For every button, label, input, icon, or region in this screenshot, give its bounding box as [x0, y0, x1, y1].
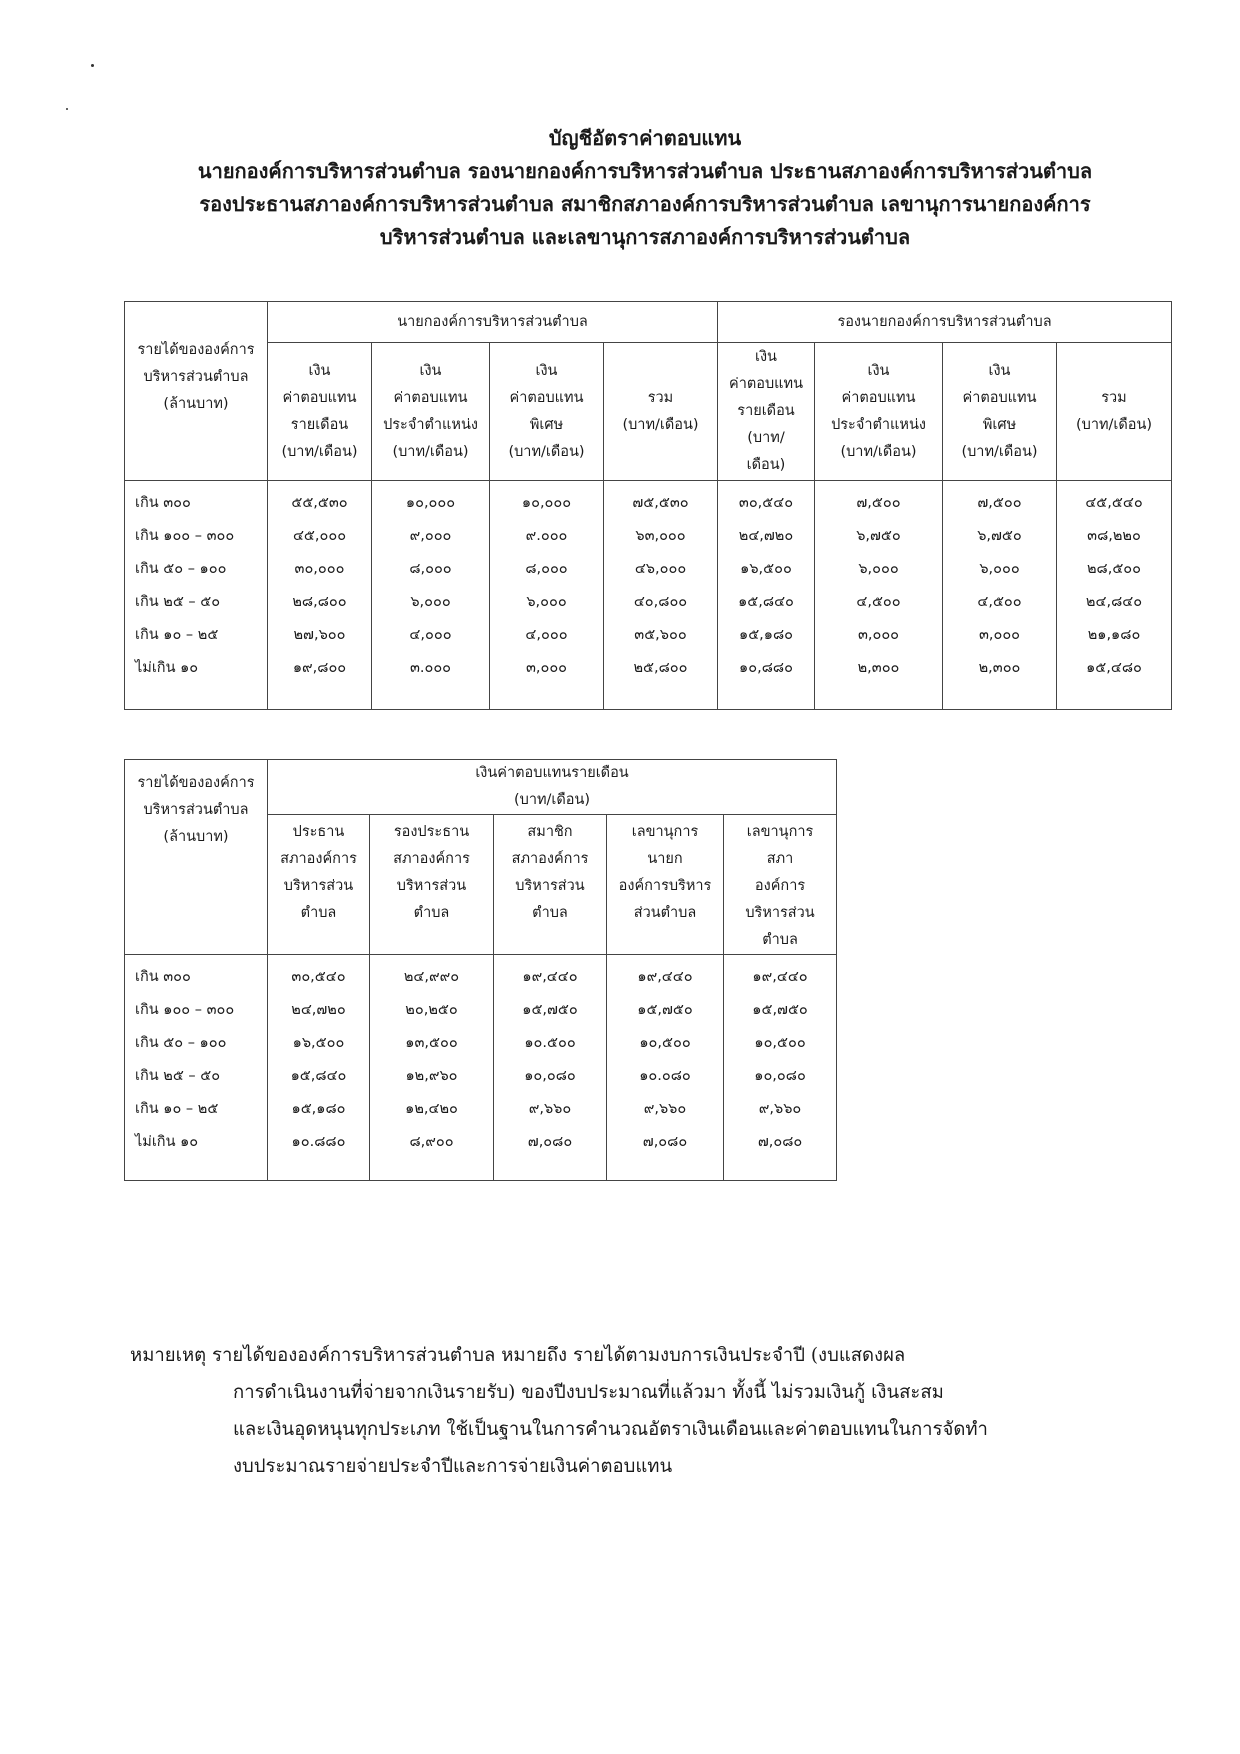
stub-header	[125, 760, 268, 955]
group-header-monthly-compensation: เงินค่าตอบแทนรายเดือน (บาท/เดือน)	[268, 760, 837, 815]
value-cell: ๒๘,๕๐๐	[1086, 561, 1142, 577]
value-cell: ๑๐.๐๘๐	[639, 1068, 691, 1084]
value-cell: ๑๒,๔๒๐	[405, 1101, 458, 1117]
data-column	[370, 955, 494, 1181]
value-cell: ๖,๗๕๐	[856, 528, 901, 544]
value-cell: ๗๕,๕๓๐	[632, 495, 689, 511]
column-header: เงิน ค่าตอบแทน รายเดือน (บาท/เดือน)	[268, 343, 372, 481]
value-cell: ๒๕,๘๐๐	[633, 660, 688, 676]
document-title	[140, 122, 1150, 254]
scan-speck	[91, 64, 94, 67]
value-cell: ๔๕,๕๔๐	[1085, 495, 1143, 511]
data-column	[724, 955, 837, 1181]
row-label: เกิน ๑๐๐ – ๓๐๐	[135, 1002, 235, 1018]
compensation-table-executives	[124, 301, 1172, 710]
row-labels	[125, 955, 268, 1181]
row-label: เกิน ๒๕ – ๕๐	[135, 594, 221, 610]
value-cell: ๗,๐๘๐	[527, 1134, 573, 1150]
column-header: รวม (บาท/เดือน)	[604, 343, 718, 481]
value-cell: ๗,๕๐๐	[856, 495, 901, 511]
value-cell: ๑๐,๕๐๐	[639, 1035, 691, 1051]
scan-speck	[66, 108, 68, 110]
value-cell: ๓๐,๐๐๐	[294, 561, 345, 577]
data-column	[604, 481, 718, 710]
value-cell: ๑๙,๔๔๐	[752, 969, 808, 985]
row-label: เกิน ๓๐๐	[135, 495, 191, 511]
data-column	[815, 481, 943, 710]
value-cell: ๒๔,๙๙๐	[403, 969, 460, 985]
value-cell: ๒๔,๗๒๐	[291, 1002, 346, 1018]
column-header: เงิน ค่าตอบแทน ประจำตำแหน่ง (บาท/เดือน)	[372, 343, 490, 481]
value-cell: ๑๕,๗๕๐	[637, 1002, 693, 1018]
header-line: (ล้านบาท)	[163, 829, 229, 845]
value-cell: ๑๐,๐๐๐	[405, 495, 456, 511]
value-cell: ๒๗,๖๐๐	[293, 627, 346, 643]
value-cell: ๘,๐๐๐	[525, 561, 568, 577]
row-label: เกิน ๕๐ – ๑๐๐	[135, 1035, 227, 1051]
value-cell: ๖,๐๐๐	[526, 594, 567, 610]
value-cell: ๒๐,๒๕๐	[405, 1002, 458, 1018]
value-cell: ๑๐,๐๐๐	[521, 495, 572, 511]
row-label: ไม่เกิน ๑๐	[135, 660, 199, 676]
value-cell: ๓๐,๕๔๐	[291, 969, 346, 985]
header-line: (ล้านบาท)	[163, 396, 229, 412]
value-cell: ๔,๕๐๐	[856, 594, 901, 610]
value-cell: ๑๕,๘๔๐	[738, 594, 794, 610]
value-cell: ๒๘,๘๐๐	[292, 594, 347, 610]
value-cell: ๖,๐๐๐	[858, 561, 899, 577]
header-line: รายได้ขององค์การ	[137, 775, 255, 791]
data-column	[490, 481, 604, 710]
value-cell: ๓๐,๕๔๐	[738, 495, 794, 511]
data-column	[1057, 481, 1172, 710]
value-cell: ๑๙,๔๔๐	[637, 969, 693, 985]
value-cell: ๓,๐๐๐	[857, 627, 900, 643]
value-cell: ๑๙,๔๔๐	[522, 969, 578, 985]
value-cell: ๑๕,๔๘๐	[1086, 660, 1142, 676]
value-cell: ๒,๓๐๐	[857, 660, 900, 676]
data-column	[943, 481, 1057, 710]
column-header: รวม (บาท/เดือน)	[1057, 343, 1172, 481]
value-cell: ๓๕,๖๐๐	[634, 627, 687, 643]
value-cell: ๔๖,๐๐๐	[634, 561, 687, 577]
value-cell: ๑๕,๘๔๐	[290, 1068, 347, 1084]
note-line: การดำเนินงานที่จ่ายจากเงินรายรับ) ของปีงบประมาณที่แล้วมา ทั้งนี้ ไม่รวมเงินกู้ เงินสะสม	[233, 1382, 944, 1403]
column-header: เงิน ค่าตอบแทน พิเศษ (บาท/เดือน)	[943, 343, 1057, 481]
value-cell: ๑๖,๕๐๐	[292, 1035, 345, 1051]
value-cell: ๒๔,๘๔๐	[1085, 594, 1143, 610]
title-line: บัญชีอัตราค่าตอบแทน	[548, 126, 742, 150]
remark-note	[130, 1337, 1130, 1485]
value-cell: ๔,๕๐๐	[977, 594, 1022, 610]
value-cell: ๒,๓๐๐	[978, 660, 1021, 676]
value-cell: ๒๔,๗๒๐	[738, 528, 794, 544]
value-cell: ๙.๐๐๐	[525, 528, 568, 544]
value-cell: ๔,๐๐๐	[525, 627, 568, 643]
value-cell: ๑๐.๕๐๐	[524, 1035, 576, 1051]
compensation-table-council	[124, 759, 837, 1181]
header-line: รายได้ขององค์การ	[137, 342, 255, 358]
value-cell: ๑๐,๕๐๐	[754, 1035, 806, 1051]
value-cell: ๑๓,๕๐๐	[405, 1035, 458, 1051]
value-cell: ๖,๐๐๐	[410, 594, 451, 610]
value-cell: ๓,๐๐๐	[525, 660, 568, 676]
column-header: เลขานุการ นายก องค์การบริหาร ส่วนตำบล	[607, 815, 724, 955]
value-cell: ๙,๐๐๐	[409, 528, 452, 544]
note-line: และเงินอุดหนุนทุกประเภท ใช้เป็นฐานในการคำนวณอัตราเงินเดือนและค่าตอบแทนในการจัดทำ	[233, 1419, 988, 1440]
column-header: เงิน ค่าตอบแทน รายเดือน (บาท/ เดือน)	[718, 343, 815, 481]
data-column	[268, 955, 370, 1181]
value-cell: ๗,๐๘๐	[757, 1134, 803, 1150]
value-cell: ๑๒,๙๖๐	[405, 1068, 458, 1084]
value-cell: ๑๖,๕๐๐	[740, 561, 792, 577]
stub-header	[125, 302, 268, 481]
value-cell: ๗,๕๐๐	[977, 495, 1022, 511]
value-cell: ๑๐,๘๘๐	[739, 660, 793, 676]
data-column	[372, 481, 490, 710]
column-header: เงิน ค่าตอบแทน พิเศษ (บาท/เดือน)	[490, 343, 604, 481]
data-column	[494, 955, 607, 1181]
column-header: เลขานุการ สภา องค์การ บริหารส่วน ตำบล	[724, 815, 837, 955]
title-line: รองประธานสภาองค์การบริหารส่วนตำบล สมาชิกสภาองค์การบริหารส่วนตำบล เลขานุการนายกองค์การ	[199, 192, 1091, 216]
value-cell: ๑๙,๘๐๐	[292, 660, 347, 676]
value-cell: ๘,๐๐๐	[409, 561, 452, 577]
value-cell: ๙,๖๖๐	[528, 1101, 572, 1117]
value-cell: ๔๕,๐๐๐	[292, 528, 347, 544]
value-cell: ๖๓,๐๐๐	[635, 528, 686, 544]
row-label: ไม่เกิน ๑๐	[135, 1134, 199, 1150]
value-cell: ๑๕,๑๘๐	[738, 627, 794, 643]
value-cell: ๙,๖๖๐	[758, 1101, 802, 1117]
row-label: เกิน ๑๐ – ๒๕	[135, 627, 219, 643]
value-cell: ๑๐,๐๘๐	[754, 1068, 806, 1084]
value-cell: ๗,๐๘๐	[642, 1134, 688, 1150]
header-line: บริหารส่วนตำบล	[143, 802, 249, 818]
row-label: เกิน ๕๐ – ๑๐๐	[135, 561, 227, 577]
row-label: เกิน ๒๕ – ๕๐	[135, 1068, 221, 1084]
row-label: เกิน ๑๐ – ๒๕	[135, 1101, 219, 1117]
data-column	[607, 955, 724, 1181]
title-line: นายกองค์การบริหารส่วนตำบล รองนายกองค์การบริหารส่วนตำบล ประธานสภาองค์การบริหารส่วนตำบล	[197, 159, 1093, 183]
value-cell: ๓,๐๐๐	[978, 627, 1021, 643]
value-cell: ๘,๙๐๐	[409, 1134, 454, 1150]
note-line: หมายเหตุ รายได้ขององค์การบริหารส่วนตำบล หมายถึง รายได้ตามงบการเงินประจำปี (งบแสดงผล	[130, 1345, 906, 1366]
group-header-mayor: นายกองค์การบริหารส่วนตำบล	[268, 302, 718, 343]
group-header-deputy-mayor: รองนายกองค์การบริหารส่วนตำบล	[718, 302, 1172, 343]
value-cell: ๑๐,๐๘๐	[524, 1068, 576, 1084]
title-line: บริหารส่วนตำบล และเลขานุการสภาองค์การบริหารส่วนตำบล	[379, 225, 911, 249]
note-line: งบประมาณรายจ่ายประจำปีและการจ่ายเงินค่าตอบแทน	[233, 1456, 673, 1477]
value-cell: ๔,๐๐๐	[409, 627, 452, 643]
column-header: รองประธาน สภาองค์การ บริหารส่วน ตำบล	[370, 815, 494, 955]
value-cell: ๒๑,๑๘๐	[1087, 627, 1141, 643]
value-cell: ๕๕,๕๓๐	[291, 495, 348, 511]
data-column	[268, 481, 372, 710]
row-label: เกิน ๓๐๐	[135, 969, 191, 985]
value-cell: ๙,๖๖๐	[643, 1101, 687, 1117]
value-cell: ๑๕,๑๘๐	[291, 1101, 346, 1117]
value-cell: ๓๘,๒๒๐	[1087, 528, 1141, 544]
row-labels	[125, 481, 268, 710]
value-cell: ๑๕,๗๕๐	[752, 1002, 808, 1018]
value-cell: ๖,๗๕๐	[977, 528, 1022, 544]
row-label: เกิน ๑๐๐ – ๓๐๐	[135, 528, 235, 544]
column-header: สมาชิก สภาองค์การ บริหารส่วน ตำบล	[494, 815, 607, 955]
value-cell: ๖,๐๐๐	[979, 561, 1020, 577]
value-cell: ๓.๐๐๐	[409, 660, 452, 676]
value-cell: ๑๐.๘๘๐	[291, 1134, 346, 1150]
column-header: เงิน ค่าตอบแทน ประจำตำแหน่ง (บาท/เดือน)	[815, 343, 943, 481]
column-header: ประธาน สภาองค์การ บริหารส่วน ตำบล	[268, 815, 370, 955]
value-cell: ๑๕,๗๕๐	[522, 1002, 578, 1018]
header-line: บริหารส่วนตำบล	[143, 369, 249, 385]
data-column	[718, 481, 815, 710]
value-cell: ๔๐,๘๐๐	[633, 594, 688, 610]
